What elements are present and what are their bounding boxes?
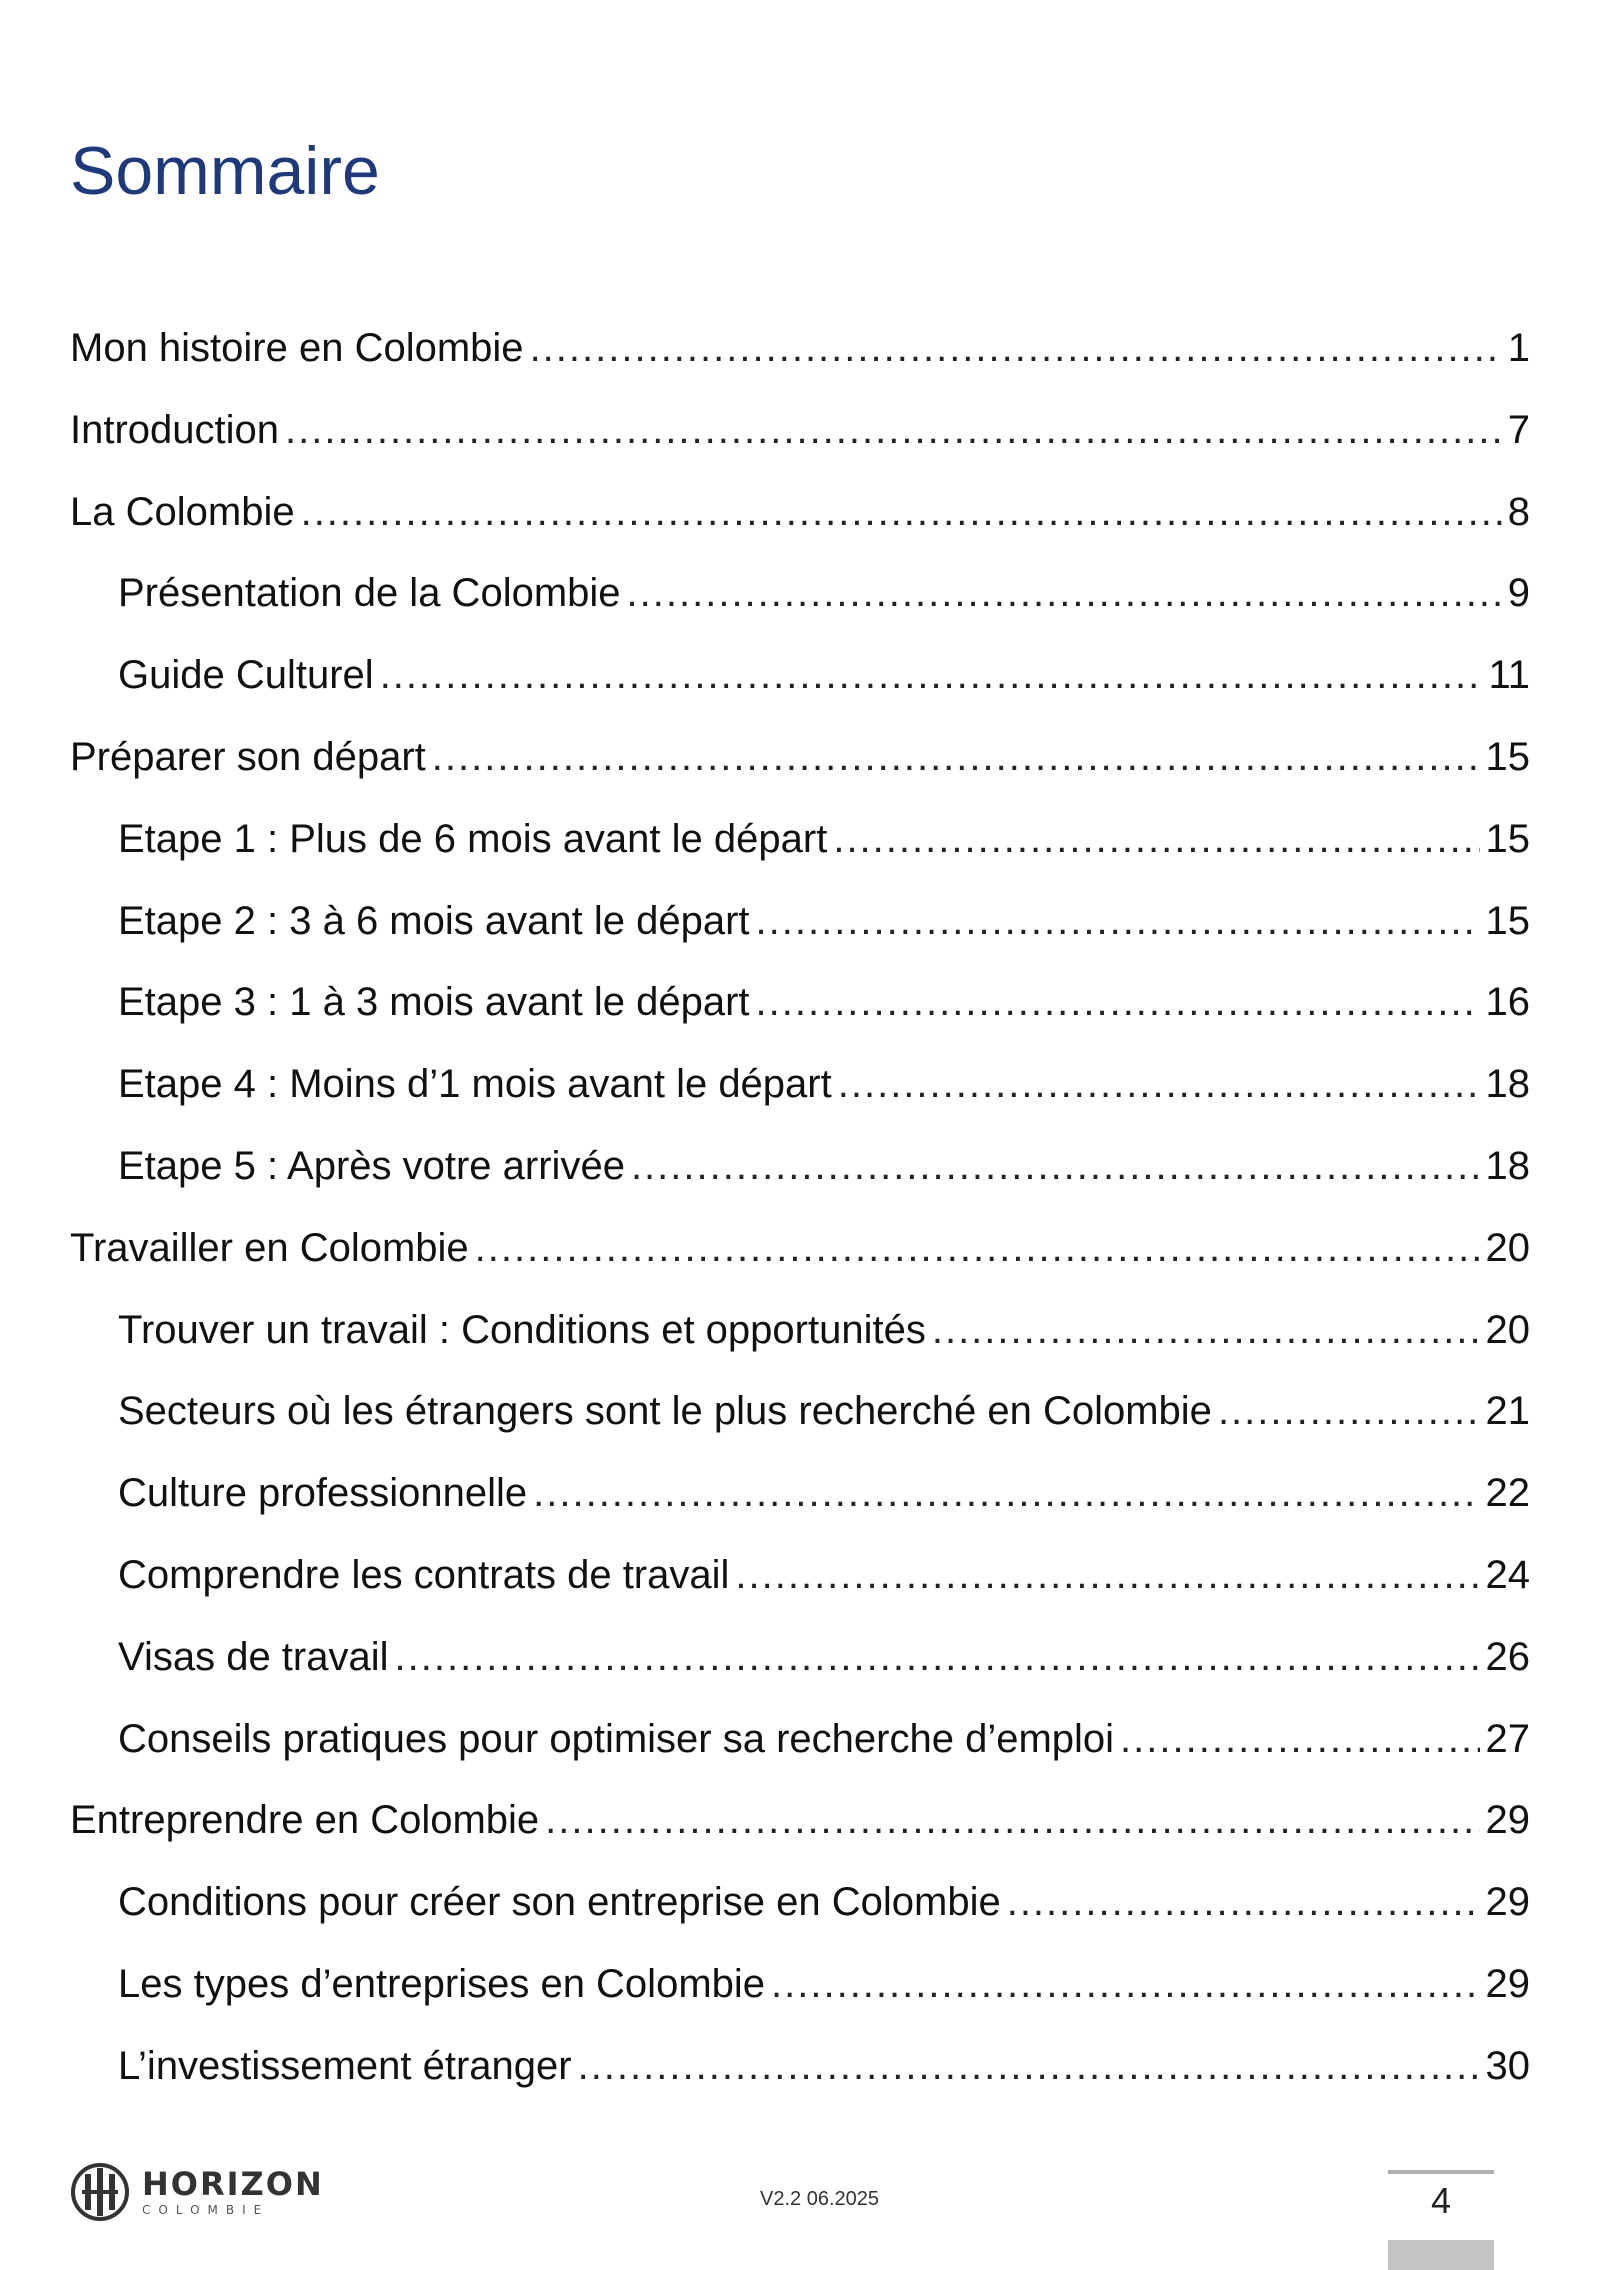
toc-dot-leader bbox=[475, 1218, 1480, 1278]
toc-entry-label: Conditions pour créer son entreprise en Colombie bbox=[118, 1880, 1001, 1925]
toc-entry-page: 1 bbox=[1507, 326, 1530, 370]
toc-entry[interactable] bbox=[70, 400, 1530, 482]
toc-entry-page: 18 bbox=[1485, 1143, 1530, 1188]
page-number-tab bbox=[1388, 2240, 1494, 2270]
toc-entry-label: Les types d’entreprises en Colombie bbox=[118, 1961, 766, 2006]
toc-entry-page: 16 bbox=[1485, 980, 1530, 1025]
page-number: 4 bbox=[1430, 2180, 1452, 2221]
page-title: Sommaire bbox=[70, 133, 380, 209]
toc-entry-label: Conseils pratiques pour optimiser sa recherche d’emploi bbox=[118, 1716, 1115, 1761]
toc-dot-leader bbox=[533, 1463, 1479, 1523]
logo-wordmark: HORIZON bbox=[142, 2165, 324, 2203]
logo-subtitle: COLOMBIE bbox=[142, 2203, 270, 2217]
toc-entry-page: 18 bbox=[1485, 1062, 1530, 1107]
toc-entry-label: Mon histoire en Colombie bbox=[70, 326, 524, 370]
toc-entry-page: 11 bbox=[1488, 653, 1530, 698]
toc-dot-leader bbox=[380, 645, 1483, 705]
toc-dot-leader bbox=[545, 1790, 1479, 1850]
document-version: V2.2 06.2025 bbox=[760, 2188, 879, 2210]
toc-dot-leader bbox=[578, 2036, 1480, 2096]
toc-entry-label: Etape 2 : 3 à 6 mois avant le départ bbox=[118, 898, 750, 943]
toc-entry-page: 30 bbox=[1485, 2043, 1530, 2088]
toc-entry[interactable] bbox=[70, 318, 1530, 400]
toc-entry[interactable] bbox=[70, 482, 1530, 564]
toc-entry-page: 20 bbox=[1485, 1225, 1530, 1270]
toc-entry[interactable] bbox=[70, 1463, 1530, 1545]
toc-entry-page: 21 bbox=[1485, 1389, 1530, 1434]
horizon-colombie-logo bbox=[70, 2160, 324, 2224]
toc-dot-leader bbox=[395, 1627, 1480, 1687]
toc-entry-page: 26 bbox=[1485, 1634, 1530, 1679]
toc-entry[interactable] bbox=[70, 563, 1530, 645]
toc-dot-leader bbox=[1120, 1709, 1479, 1769]
toc-entry-page: 27 bbox=[1485, 1716, 1530, 1761]
toc-entry-label: Secteurs où les étrangers sont le plus recherché en Colombie bbox=[118, 1389, 1212, 1434]
toc-entry-page: 22 bbox=[1485, 1471, 1530, 1516]
toc-entry-page: 20 bbox=[1485, 1307, 1530, 1352]
toc-dot-leader bbox=[932, 1300, 1480, 1360]
toc-entry-page: 15 bbox=[1485, 816, 1530, 861]
toc-entry-label: La Colombie bbox=[70, 489, 295, 534]
toc-dot-leader bbox=[771, 1954, 1479, 2014]
toc-entry-page: 29 bbox=[1485, 1880, 1530, 1925]
toc-entry[interactable] bbox=[70, 1545, 1530, 1627]
toc-dot-leader bbox=[627, 563, 1502, 623]
toc-entry-page: 8 bbox=[1507, 489, 1530, 534]
toc-entry[interactable] bbox=[70, 2036, 1530, 2118]
toc-entry[interactable] bbox=[70, 1218, 1530, 1300]
toc-entry-label: Comprendre les contrats de travail bbox=[118, 1552, 730, 1597]
toc-entry-label: Présentation de la Colombie bbox=[118, 571, 621, 616]
toc-entry-page: 15 bbox=[1485, 898, 1530, 943]
toc-entry-label: Etape 3 : 1 à 3 mois avant le départ bbox=[118, 980, 750, 1025]
toc-entry[interactable] bbox=[70, 1627, 1530, 1709]
toc-dot-leader bbox=[432, 727, 1480, 787]
toc-entry-label: Etape 1 : Plus de 6 mois avant le départ bbox=[118, 816, 828, 861]
table-of-contents bbox=[70, 318, 1530, 2118]
toc-dot-leader bbox=[756, 891, 1480, 951]
horizon-emblem-icon bbox=[70, 2162, 130, 2222]
toc-dot-leader bbox=[301, 482, 1502, 542]
toc-entry[interactable] bbox=[70, 1790, 1530, 1872]
toc-dot-leader bbox=[1007, 1872, 1480, 1932]
toc-entry-page: 9 bbox=[1507, 571, 1530, 616]
toc-dot-leader bbox=[530, 318, 1502, 378]
toc-entry[interactable] bbox=[70, 1136, 1530, 1218]
toc-entry[interactable] bbox=[70, 645, 1530, 727]
toc-entry[interactable] bbox=[70, 891, 1530, 973]
toc-entry-label: Trouver un travail : Conditions et opportunités bbox=[118, 1307, 926, 1352]
toc-entry[interactable] bbox=[70, 1872, 1530, 1954]
toc-entry[interactable] bbox=[70, 727, 1530, 809]
toc-entry[interactable] bbox=[70, 972, 1530, 1054]
toc-entry-page: 7 bbox=[1507, 407, 1530, 452]
toc-dot-leader bbox=[1218, 1381, 1480, 1441]
toc-entry-label: Guide Culturel bbox=[118, 653, 374, 698]
toc-dot-leader bbox=[631, 1136, 1480, 1196]
toc-entry-label: Culture professionnelle bbox=[118, 1471, 528, 1516]
toc-entry[interactable] bbox=[70, 809, 1530, 891]
toc-entry-label: Visas de travail bbox=[118, 1634, 389, 1679]
toc-entry[interactable] bbox=[70, 1709, 1530, 1791]
toc-entry-label: Entreprendre en Colombie bbox=[70, 1798, 540, 1843]
toc-dot-leader bbox=[285, 400, 1502, 460]
toc-entry-label: Préparer son départ bbox=[70, 734, 426, 779]
toc-entry[interactable] bbox=[70, 1381, 1530, 1463]
toc-entry-page: 29 bbox=[1485, 1961, 1530, 2006]
toc-entry[interactable] bbox=[70, 1954, 1530, 2036]
toc-dot-leader bbox=[833, 809, 1479, 869]
toc-entry[interactable] bbox=[70, 1054, 1530, 1136]
toc-entry[interactable] bbox=[70, 1300, 1530, 1382]
toc-dot-leader bbox=[838, 1054, 1480, 1114]
toc-entry-label: Travailler en Colombie bbox=[70, 1225, 469, 1270]
toc-entry-page: 24 bbox=[1485, 1552, 1530, 1597]
toc-entry-label: Introduction bbox=[70, 407, 280, 452]
toc-dot-leader bbox=[735, 1545, 1479, 1605]
toc-entry-label: Etape 5 : Après votre arrivée bbox=[118, 1143, 625, 1188]
toc-dot-leader bbox=[756, 972, 1480, 1032]
toc-entry-page: 29 bbox=[1485, 1798, 1530, 1843]
toc-entry-label: Etape 4 : Moins d’1 mois avant le départ bbox=[118, 1062, 832, 1107]
toc-entry-page: 15 bbox=[1485, 734, 1530, 779]
toc-entry-label: L’investissement étranger bbox=[118, 2043, 572, 2088]
page-number-rule bbox=[1388, 2170, 1494, 2174]
